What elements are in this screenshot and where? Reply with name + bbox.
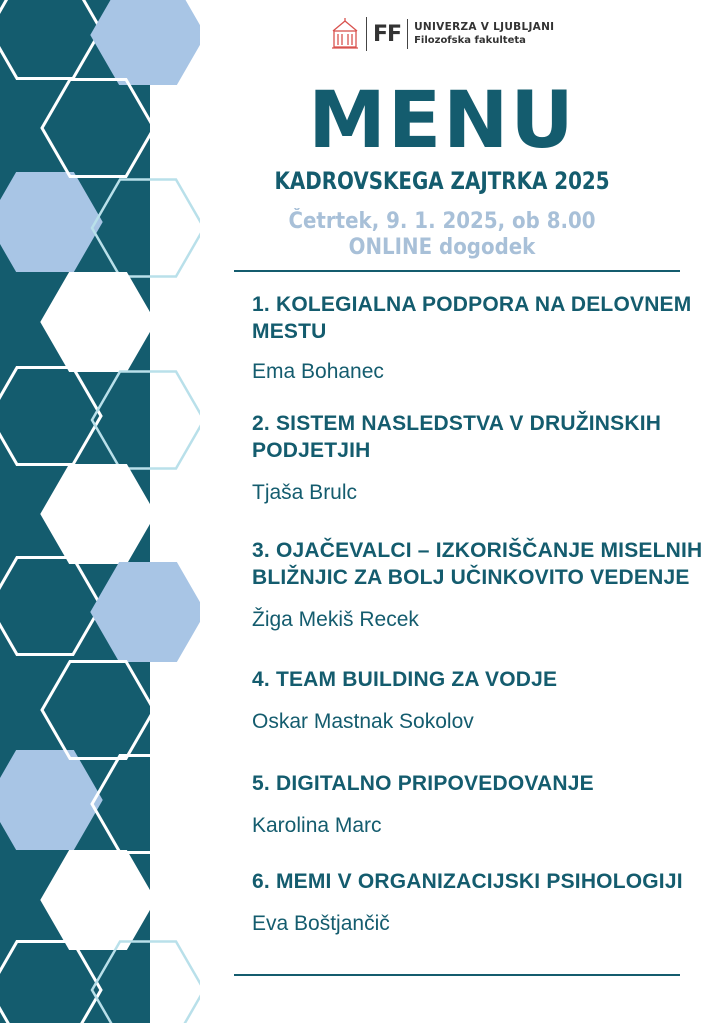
divider-top xyxy=(234,270,680,272)
item-presenter: Ema Bohanec xyxy=(252,360,384,383)
menu-item-4 xyxy=(252,666,717,735)
divider-bottom xyxy=(234,974,680,976)
item-presenter: Karolina Marc xyxy=(252,814,382,837)
item-title-cont: PODJETJIH xyxy=(252,439,371,462)
item-title: 6. MEMI V ORGANIZACIJSKI PSIHOLOGIJI xyxy=(252,870,683,893)
item-presenter: Tjaša Brulc xyxy=(252,481,358,504)
item-presenter: Oskar Mastnak Sokolov xyxy=(252,710,474,733)
menu-title: MENU xyxy=(308,76,576,166)
menu-item-3 xyxy=(252,537,717,633)
logo-divider xyxy=(366,17,367,51)
faculty-crest-icon xyxy=(330,17,360,51)
menu-item-2 xyxy=(252,410,717,506)
item-title: 1. KOLEGIALNA PODPORA NA DELOVNEM xyxy=(252,293,692,316)
event-format: ONLINE dogodek xyxy=(348,235,536,260)
item-title: 2. SISTEM NASLEDSTVA V DRUŽINSKIH xyxy=(252,412,662,435)
university-logo xyxy=(330,14,554,54)
logo-short: FF xyxy=(373,21,402,47)
menu-item-6 xyxy=(252,868,717,937)
event-date: Četrtek, 9. 1. 2025, ob 8.00 xyxy=(288,209,596,234)
item-title: 3. OJAČEVALCI – IZKORIŠČANJE MISELNIH xyxy=(252,539,703,562)
menu-item-1 xyxy=(252,291,717,385)
item-title: 4. TEAM BUILDING ZA VODJE xyxy=(252,668,558,691)
university-name: UNIVERZA V LJUBLJANI xyxy=(414,21,555,33)
item-title: 5. DIGITALNO PRIPOVEDOVANJE xyxy=(252,772,594,795)
item-presenter: Žiga Mekiš Recek xyxy=(252,608,419,631)
item-title-cont: MESTU xyxy=(252,320,327,343)
item-title-cont: BLIŽNJIC ZA BOLJ UČINKOVITO VEDENJE xyxy=(252,566,690,589)
menu-item-5 xyxy=(252,770,717,839)
item-presenter: Eva Boštjančič xyxy=(252,912,390,935)
menu-subtitle: KADROVSKEGA ZAJTRKA 2025 xyxy=(274,167,610,195)
hexagon-decoration xyxy=(0,0,200,1023)
logo-divider xyxy=(407,19,408,49)
faculty-name: Filozofska fakulteta xyxy=(414,35,526,46)
